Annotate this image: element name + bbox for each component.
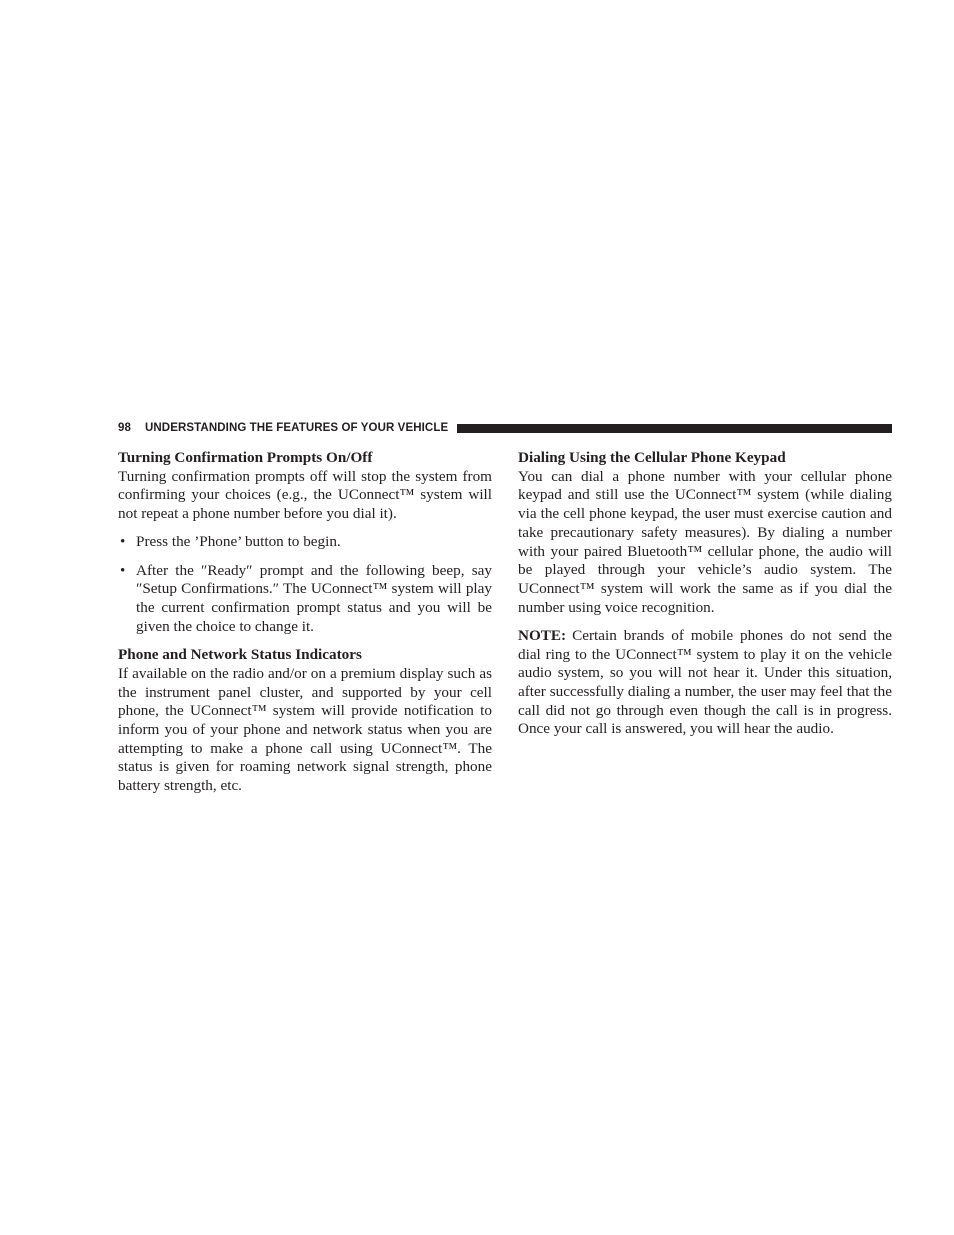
bullet-icon: • [120,561,126,579]
note-label: NOTE: [518,626,567,644]
heading-status-indicators: Phone and Network Status Indicators [118,646,362,664]
bullet-text: After the ″Ready″ prompt and the following beep, say ″Setup Confirmations.″ The UConnect™ system will play the current confirmation prompt status and you will be given the choice to change it. [136,561,492,635]
header-rule-bar [457,424,892,433]
paragraph-status-indicators: If available on the radio and/or on a premium display such as the instrument panel cluster, and supported by your cell phone, the UConnect™ system will provide notification to inform you of your phone and network status when you are attempting to make a phone call using UConnect™. The status is given for roaming network signal strength, phone battery strength, etc. [118,664,492,795]
right-column [518,449,892,739]
heading-keypad-dialing: Dialing Using the Cellular Phone Keypad [518,449,786,466]
heading-confirmation-prompts: Turning Confirmation Prompts On/Off [118,449,373,466]
paragraph-confirmation-prompts: Turning confirmation prompts off will stop the system from confirming your choices (e.g., the UConnect™ system will not repeat a phone number before you dial it). [118,467,492,523]
bullet-text: Press the ’Phone’ button to begin. [136,533,341,551]
section-title: UNDERSTANDING THE FEATURES OF YOUR VEHICLE [145,422,449,434]
bullet-list [118,533,492,636]
list-item [118,562,492,637]
page-header [118,420,892,436]
note-paragraph [518,627,892,739]
bullet-icon: • [120,533,126,551]
page-number: 98 [118,422,131,434]
paragraph-keypad-dialing: You can dial a phone number with your cellular phone keypad and still use the UConnect™ system (while dialing via the cell phone keypad, the user must exercise caution and take precautionary safety measures). By dialing a number with your paired Bluetooth™ cellular phone, the audio will be played through your vehicle’s audio system. The UConnect™ system will work the same as if you dial the number using voice recognition. [518,467,892,616]
note-text: Certain brands of mobile phones do not send the dial ring to the UConnect™ system to play it on the vehicle audio system, so you will not hear it. Under this situation, after successfully dialing a number, the user may feel that the call did not go through even though the call is in progress. Once your call is answered, you will hear the audio. [518,626,892,738]
left-column [118,449,492,796]
list-item [118,533,492,552]
